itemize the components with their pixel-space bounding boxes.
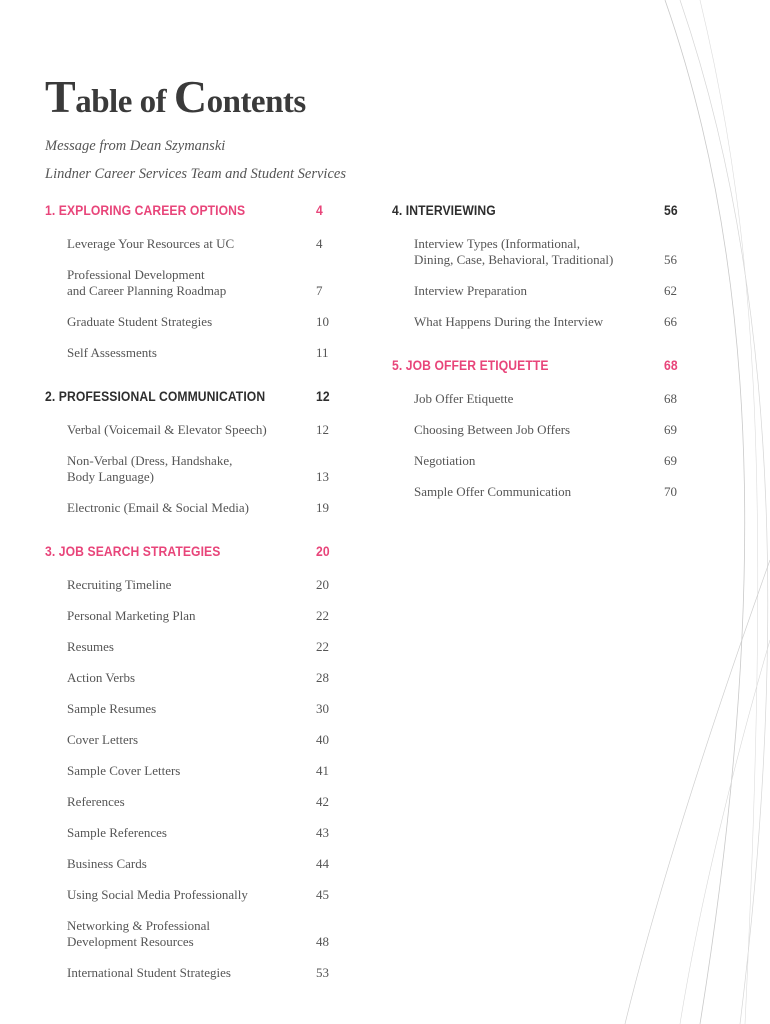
- toc-entry-page: 12: [316, 422, 329, 437]
- toc-entry-label: Negotiation: [414, 453, 476, 468]
- toc-entry-label: Sample Cover Letters: [67, 763, 181, 778]
- section-heading[interactable]: [45, 389, 330, 409]
- toc-entry[interactable]: [392, 314, 682, 330]
- toc-entry-page: 53: [316, 965, 329, 980]
- toc-entry[interactable]: [45, 267, 335, 299]
- toc-entry-page: 68: [664, 391, 677, 406]
- toc-entry-page: 19: [316, 500, 329, 515]
- section-heading[interactable]: [45, 203, 323, 223]
- toc-entry-label: Business Cards: [67, 856, 147, 871]
- toc-entry-page: 11: [316, 345, 329, 360]
- toc-entry-label: Interview Preparation: [414, 283, 527, 298]
- toc-entry-page: 7: [316, 283, 323, 298]
- toc-entry[interactable]: [45, 422, 335, 438]
- section-page-number: 4: [315, 203, 323, 218]
- toc-entry[interactable]: [45, 670, 335, 686]
- toc-entry[interactable]: [45, 825, 335, 841]
- toc-entry-label: Personal Marketing Plan: [67, 608, 196, 623]
- toc-entry-label: Job Offer Etiquette: [414, 391, 514, 406]
- toc-entry-page: 70: [664, 484, 677, 499]
- toc-entry[interactable]: [45, 701, 335, 717]
- section-title: 2. PROFESSIONAL COMMUNICATION: [45, 389, 266, 404]
- section-title: 3. JOB SEARCH STRATEGIES: [45, 544, 221, 559]
- toc-entry[interactable]: [45, 314, 335, 330]
- toc-entry[interactable]: [392, 391, 682, 407]
- toc-entry-page: 22: [316, 639, 329, 654]
- section-page-number: 12: [315, 389, 330, 404]
- section-page-number: 68: [663, 358, 678, 373]
- toc-entry-page: 69: [664, 422, 677, 437]
- toc-entry-label: Self Assessments: [67, 345, 157, 360]
- toc-entry-page: 41: [316, 763, 329, 778]
- toc-entry-page: 45: [316, 887, 329, 902]
- toc-entry-page: 42: [316, 794, 329, 809]
- section-heading[interactable]: [45, 544, 330, 564]
- toc-entry[interactable]: [45, 577, 335, 593]
- toc-entry-label: Verbal (Voicemail & Elevator Speech): [67, 422, 267, 437]
- page-title: Table of Contents: [45, 71, 306, 122]
- toc-entry[interactable]: [392, 236, 682, 268]
- toc-entry-page: 20: [316, 577, 329, 592]
- intro-line: Lindner Career Services Team and Student Services: [45, 166, 346, 182]
- toc-entry-label: Networking & Professional Development Resources: [67, 918, 210, 949]
- toc-entry-label: Sample Offer Communication: [414, 484, 572, 499]
- toc-entry[interactable]: [45, 639, 335, 655]
- toc-entry[interactable]: [45, 732, 335, 748]
- toc-entry[interactable]: [45, 856, 335, 872]
- toc-entry-page: 28: [316, 670, 329, 685]
- toc-entry-page: 10: [316, 314, 329, 329]
- toc-entry-label: Using Social Media Professionally: [67, 887, 248, 902]
- toc-entry-page: 13: [316, 469, 329, 484]
- toc-entry-label: Professional Development and Career Planning Roadmap: [67, 267, 227, 298]
- toc-entry-page: 56: [664, 252, 677, 267]
- toc-entry-page: 4: [316, 236, 323, 251]
- toc-entry[interactable]: [392, 484, 682, 500]
- toc-entry[interactable]: [45, 763, 335, 779]
- toc-entry[interactable]: [45, 965, 335, 981]
- toc-entry-page: 30: [316, 701, 329, 716]
- toc-entry-page: 62: [664, 283, 677, 298]
- intro-line: Message from Dean Szymanski: [45, 138, 226, 154]
- toc-entry-label: Interview Types (Informational, Dining, Case, Behavioral, Traditional): [414, 236, 614, 267]
- toc-entry[interactable]: [45, 500, 335, 516]
- section-heading[interactable]: [392, 358, 678, 378]
- toc-entry-label: Cover Letters: [67, 732, 139, 747]
- toc-entry-label: Choosing Between Job Offers: [414, 422, 571, 437]
- toc-entry-page: 66: [664, 314, 677, 329]
- toc-entry[interactable]: [45, 918, 335, 950]
- toc-entry-page: 40: [316, 732, 329, 747]
- toc-entry-label: Electronic (Email & Social Media): [67, 500, 249, 515]
- section-heading[interactable]: [392, 203, 678, 223]
- toc-entry-label: Recruiting Timeline: [67, 577, 172, 592]
- toc-entry[interactable]: [392, 453, 682, 469]
- toc-entry[interactable]: [45, 887, 335, 903]
- section-title: 4. INTERVIEWING: [392, 203, 496, 218]
- toc-entry[interactable]: [45, 608, 335, 624]
- section-title: 1. EXPLORING CAREER OPTIONS: [45, 203, 246, 218]
- toc-entry-label: Resumes: [67, 639, 114, 654]
- toc-entry[interactable]: [45, 794, 335, 810]
- toc-entry-label: Leverage Your Resources at UC: [67, 236, 235, 251]
- toc-entry-label: References: [67, 794, 125, 809]
- toc-entry-label: Action Verbs: [67, 670, 136, 685]
- toc-entry-label: Non-Verbal (Dress, Handshake, Body Language): [67, 453, 233, 484]
- toc-entry[interactable]: [45, 345, 335, 361]
- toc-entry-label: Graduate Student Strategies: [67, 314, 213, 329]
- toc-entry[interactable]: [45, 453, 335, 485]
- toc-entry-label: Sample Resumes: [67, 701, 157, 716]
- toc-entry-label: International Student Strategies: [67, 965, 231, 980]
- section-page-number: 20: [315, 544, 330, 559]
- toc-entry-page: 48: [316, 934, 329, 949]
- section-page-number: 56: [663, 203, 678, 218]
- toc-entry[interactable]: [392, 283, 682, 299]
- toc-entry-page: 43: [316, 825, 329, 840]
- toc-entry-page: 22: [316, 608, 329, 623]
- toc-entry[interactable]: [392, 422, 682, 438]
- section-title: 5. JOB OFFER ETIQUETTE: [392, 358, 549, 373]
- toc-entry-label: Sample References: [67, 825, 167, 840]
- toc-entry-page: 69: [664, 453, 677, 468]
- toc-entry-label: What Happens During the Interview: [414, 314, 604, 329]
- toc-entry[interactable]: [45, 236, 335, 252]
- toc-entry-page: 44: [316, 856, 329, 871]
